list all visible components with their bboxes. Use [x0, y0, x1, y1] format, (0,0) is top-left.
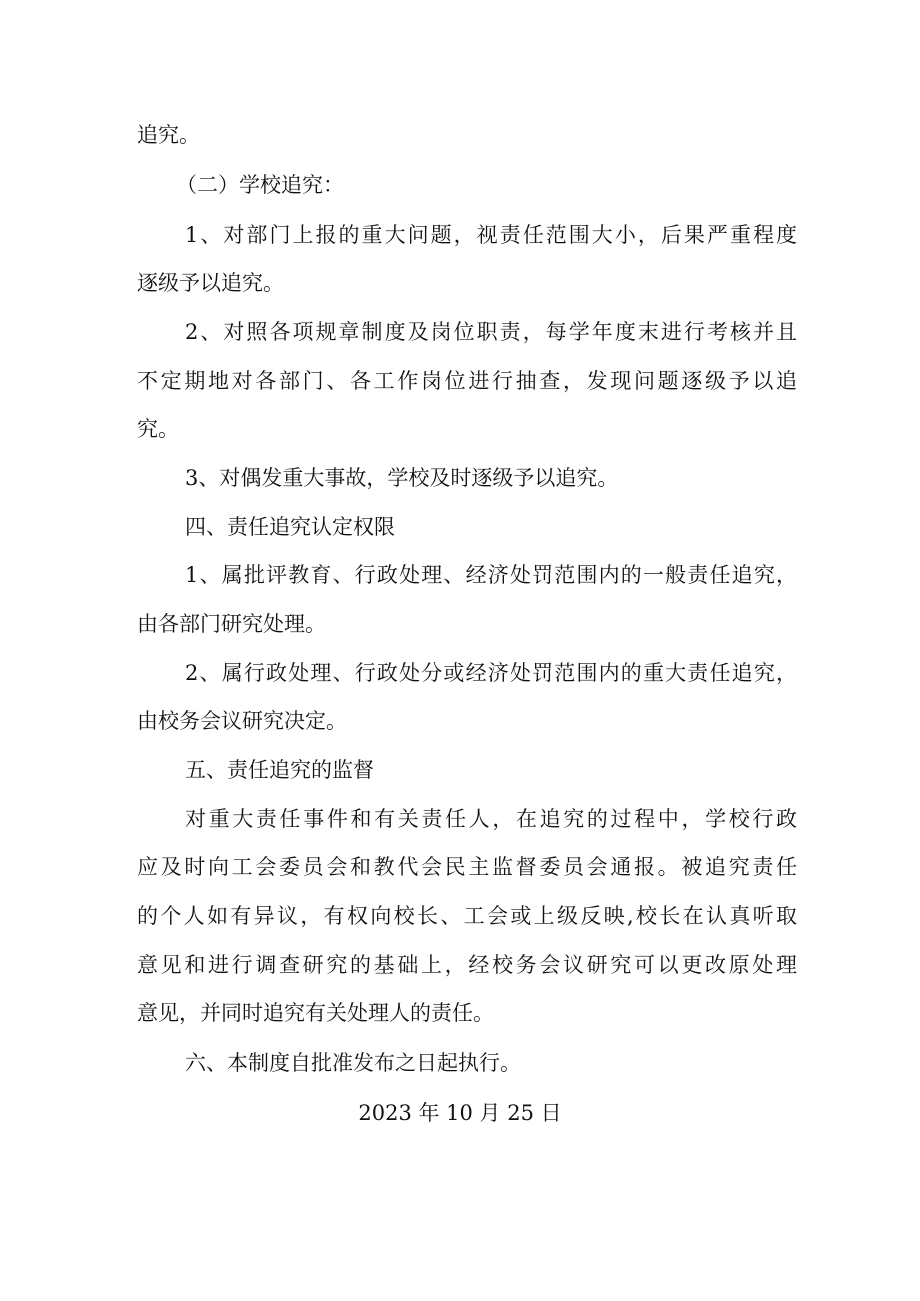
- text-line-17: 的个人如有异议，有权向校长、工会或上级反映,校长在认真听取: [137, 904, 797, 928]
- text-line-3: 1、对部门上报的重大问题，视责任范围大小，后果严重程度: [185, 223, 797, 247]
- section-heading-effective: 六、本制度自批准发布之日起执行。: [185, 1051, 521, 1075]
- text-line-5: 2、对照各项规章制度及岗位职责，每学年度末进行考核并且: [185, 320, 797, 344]
- text-line-6: 不定期地对各部门、各工作岗位进行抽查，发现问题逐级予以追: [137, 369, 797, 393]
- text-line-7: 究。: [137, 417, 179, 441]
- text-line-16: 应及时向工会委员会和教代会民主监督委员会通报。被追究责任: [137, 855, 797, 879]
- document-date: 2023 年 10 月 25 日: [358, 1101, 562, 1125]
- section-heading-supervision: 五、责任追究的监督: [185, 758, 374, 782]
- text-line-15: 对重大责任事件和有关责任人，在追究的过程中，学校行政: [185, 807, 797, 831]
- text-line-18: 意见和进行调查研究的基础上，经校务会议研究可以更改原处理: [137, 953, 797, 977]
- text-line-12: 2、属行政处理、行政处分或经济处罚范围内的重大责任追究，: [185, 661, 797, 685]
- text-line-4: 逐级予以追究。: [137, 271, 284, 295]
- text-line-1: 追究。: [137, 123, 200, 147]
- text-line-19: 意见，并同时追究有关处理人的责任。: [137, 1001, 494, 1025]
- section-heading-school: （二）学校追究：: [176, 173, 344, 197]
- text-line-13: 由校务会议研究决定。: [137, 709, 347, 733]
- text-line-10: 1、属批评教育、行政处理、经济处罚范围内的一般责任追究，: [185, 563, 797, 587]
- section-heading-authority: 四、责任追究认定权限: [185, 515, 395, 539]
- text-line-8: 3、对偶发重大事故，学校及时逐级予以追究。: [185, 466, 619, 490]
- text-line-11: 由各部门研究处理。: [137, 612, 326, 636]
